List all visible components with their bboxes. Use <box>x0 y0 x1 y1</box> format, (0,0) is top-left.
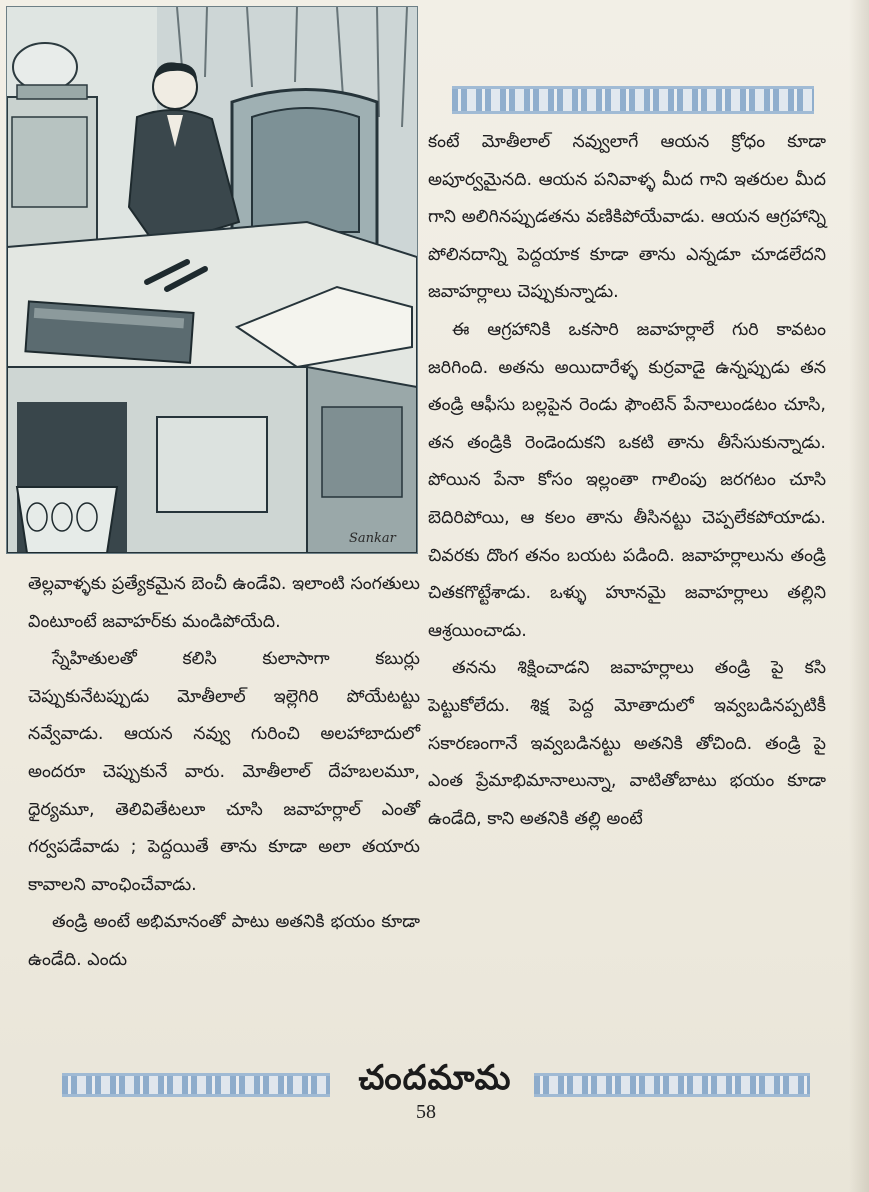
top-ornament-border <box>452 86 814 114</box>
office-scene-drawing <box>7 7 417 553</box>
left-text-column <box>28 566 420 980</box>
magazine-title: చందమామ <box>358 1058 512 1098</box>
paragraph: తెల్లవాళ్ళకు ప్రత్యేకమైన బెంచీ ఉండేవి. ఇలాంటి సంగతులు వింటూంటే జవాహర్‌కు మండిపోయేది. <box>28 574 420 632</box>
paragraph: కంటే మోతీలాల్ నవ్వులాగే ఆయన క్రోధం కూడా అపూర్వమైనది. ఆయన పనివాళ్ళ మీద గాని ఇతరుల మీద గాని అలిగినప్పుడతను వణికిపోయేవాడు. ఆయన ఆగ్రహాన్ని పోలినదాన్ని పెద్దయాక కూడా తాను ఎన్నడూ చూడలేదని జవాహర్లాలు చెప్పుకున్నాడు. <box>428 132 826 303</box>
paragraph: ఈ ఆగ్రహానికి ఒకసారి జవాహర్లాలే గురి కావటం జరిగింది. అతను అయిదారేళ్ళ కుర్రవాడై ఉన్నప్పుడు తన తండ్రి ఆఫీసు బల్లపైన రెండు ఫౌంటెన్ పేనాలుండటం చూసి, తన తండ్రికి రెండెందుకని ఒకటి తాను తీసేసుకున్నాడు. పోయిన పేనా కోసం ఇల్లంతా గాలింపు జరగటం చూసి బెదిరిపోయి, ఆ కలం తాను తీసినట్టు చెప్పలేకపోయాడు. చివరకు దొంగ తనం బయట పడింది. జవాహర్లాలును తండ్రి చితకగొట్టేశాడు. ఒళ్ళు హూనమై జవాహర్లాలు తల్లిని ఆశ్రయించాడు. <box>428 319 826 641</box>
footer-ornament-left <box>62 1073 330 1097</box>
paragraph: స్నేహితులతో కలిసి కులాసాగా కబుర్లు చెప్పుకునేటప్పుడు మోతీలాల్ ఇల్లెగిరి పోయేటట్టు నవ్వేవాడు. ఆయన నవ్వు గురించి అలహాబాదులో అందరూ చెప్పుకునే వారు. మోతీలాల్ దేహబలమూ, ధైర్యమూ, తెలివితేటలూ చూసి జవాహర్లాల్ ఎంతో గర్వపడేవాడు ; పెద్దయితే తాను కూడా అలా తయారు కావాలని వాంఛించేవాడు. <box>28 649 420 895</box>
artist-signature: Sankar <box>349 531 396 546</box>
right-text-column <box>428 124 826 838</box>
paragraph: తనను శిక్షించాడని జవాహర్లాలు తండ్రి పై కసి పెట్టుకోలేదు. శిక్ష పెద్ద మోతాదులో ఇవ్వబడినప్పటికీ సకారణంగానే ఇవ్వబడినట్టు అతనికి తోచింది. తండ్రి పై ఎంత ప్రేమాభిమానాలున్నా, వాటితోబాటు భయం కూడా ఉండేది, కాని అతనికి తల్లి అంటే <box>428 658 826 829</box>
paragraph: తండ్రి అంటే అభిమానంతో పాటు అతనికి భయం కూడా ఉండేది. ఎందు <box>28 912 420 970</box>
page-number: 58 <box>416 1101 436 1123</box>
page-edge-shadow <box>849 0 869 1192</box>
story-illustration <box>6 6 418 554</box>
footer-ornament-right <box>534 1073 810 1097</box>
